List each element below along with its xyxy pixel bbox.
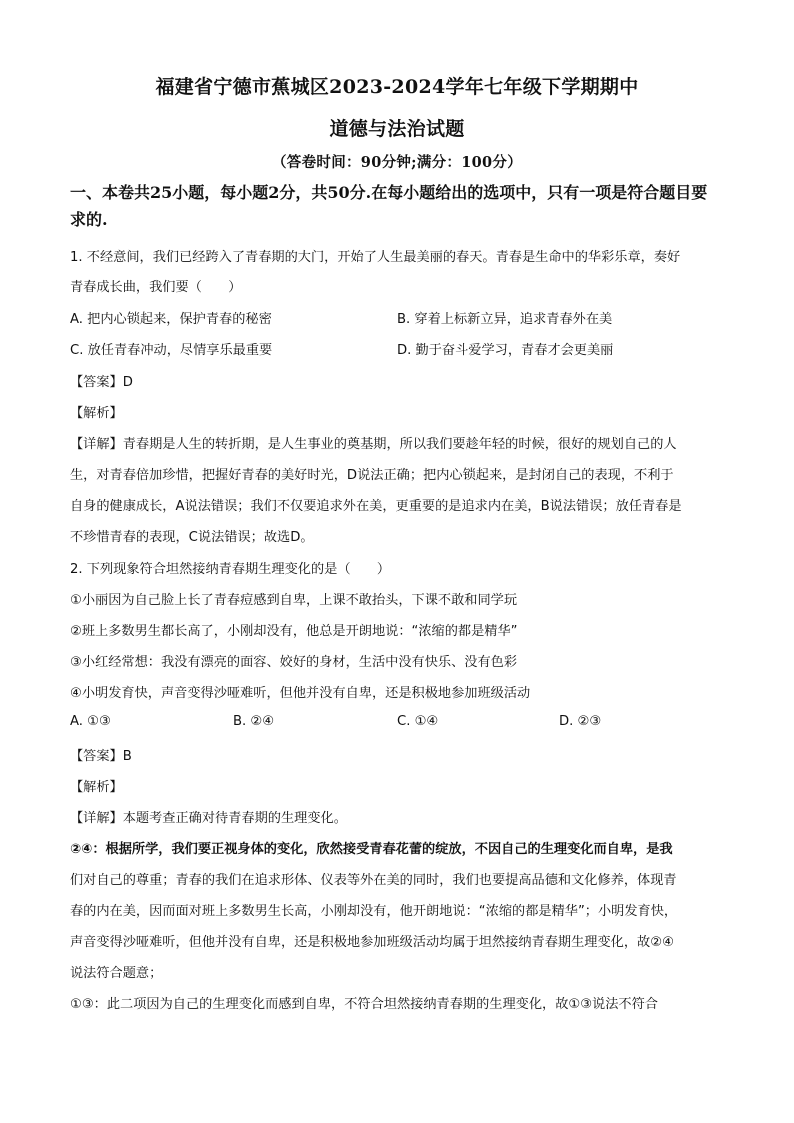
q1-analysis-label: 【解析】 [70,406,123,421]
q1-option-b: B. 穿着上标新立异，追求青春外在美 [397,312,613,327]
q2-option-d: D. ②③ [559,714,602,729]
q1-detail-line2: 生，对青春倍加珍惜，把握好青春的美好时光，D说法正确；把内心锁起来，是封闭自己的表现，不利于 [70,468,674,483]
q2-detail-line6: 说法符合题意； [70,966,163,981]
exam-info: （答卷时间：90分钟;满分：100分） [272,154,522,171]
q1-answer: 【答案】D [70,375,133,390]
q2-stem: 2. 下列现象符合坦然接纳青春期生理变化的是（ ） [70,562,391,577]
q1-detail-line1: 【详解】青春期是人生的转折期，是人生事业的奠基期，所以我们要趁年轻的时候，很好的规划自己的人 [70,437,677,452]
q2-detail-line1: 【详解】本题考查正确对待青春期的生理变化。 [70,811,347,826]
section-heading-line1: 一、本卷共25小题，每小题2分，共50分.在每小题给出的选项中，只有一项是符合题目要 [70,183,708,202]
q1-option-a: A. 把内心锁起来，保护青春的秘密 [70,312,272,327]
q2-detail-line5: 声音变得沙哑难听，但他并没有自卑，还是积极地参加班级活动均属于坦然接纳青春期生理变化，故②④ [70,935,674,950]
q2-detail-line7: ①③：此二项因为自己的生理变化而感到自卑，不符合坦然接纳青春期的生理变化，故①③说法不符合 [70,997,658,1012]
q2-item-2: ②班上多数男生都长高了，小刚却没有，他总是开朗地说：“浓缩的都是精华” [70,624,518,639]
q1-detail-line4: 不珍惜青春的表现，C说法错误；故选D。 [70,530,314,545]
q2-option-a: A. ①③ [70,714,111,729]
q2-detail-line3: 们对自己的尊重；青春的我们在追求形体、仪表等外在美的同时，我们也要提高品德和文化修养，体现青 [70,873,677,888]
q2-detail-line2: ②④：根据所学，我们要正视身体的变化，欣然接受青春花蕾的绽放，不因自己的生理变化而自卑，是我 [70,842,673,857]
q2-detail-line4: 春的内在美，因而面对班上多数男生长高，小刚却没有，他开朗地说：“浓缩的都是精华”；小明发育快， [70,904,678,919]
document-title: 福建省宁德市蕉城区2023-2024学年七年级下学期期中 [155,76,639,98]
q1-option-c: C. 放任青春冲动，尽情享乐最重要 [70,343,273,358]
q2-item-3: ③小红经常想：我没有漂亮的面容、姣好的身材，生活中没有快乐、没有色彩 [70,655,518,670]
document-subtitle: 道德与法治试题 [329,118,465,140]
q2-item-4: ④小明发育快，声音变得沙哑难听，但他并没有自卑，还是积极地参加班级活动 [70,686,531,701]
q1-stem-line2: 青春成长曲，我们要（ ） [70,280,242,295]
q2-answer: 【答案】B [70,749,132,764]
q1-detail-line3: 自身的健康成长，A说法错误；我们不仅要追求外在美，更重要的是追求内在美，B说法错误；放任青春是 [70,499,682,514]
section-heading-line2: 求的. [70,210,108,229]
q2-analysis-label: 【解析】 [70,780,123,795]
q2-option-b: B. ②④ [233,714,275,729]
q2-item-1: ①小丽因为自己脸上长了青春痘感到自卑，上课不敢抬头，下课不敢和同学玩 [70,593,518,608]
q1-stem-line1: 1. 不经意间，我们已经跨入了青春期的大门，开始了人生最美丽的春天。青春是生命中的华彩乐章，奏好 [70,250,681,265]
q1-option-d: D. 勤于奋斗爱学习，青春才会更美丽 [397,343,614,358]
q2-option-c: C. ①④ [397,714,439,729]
